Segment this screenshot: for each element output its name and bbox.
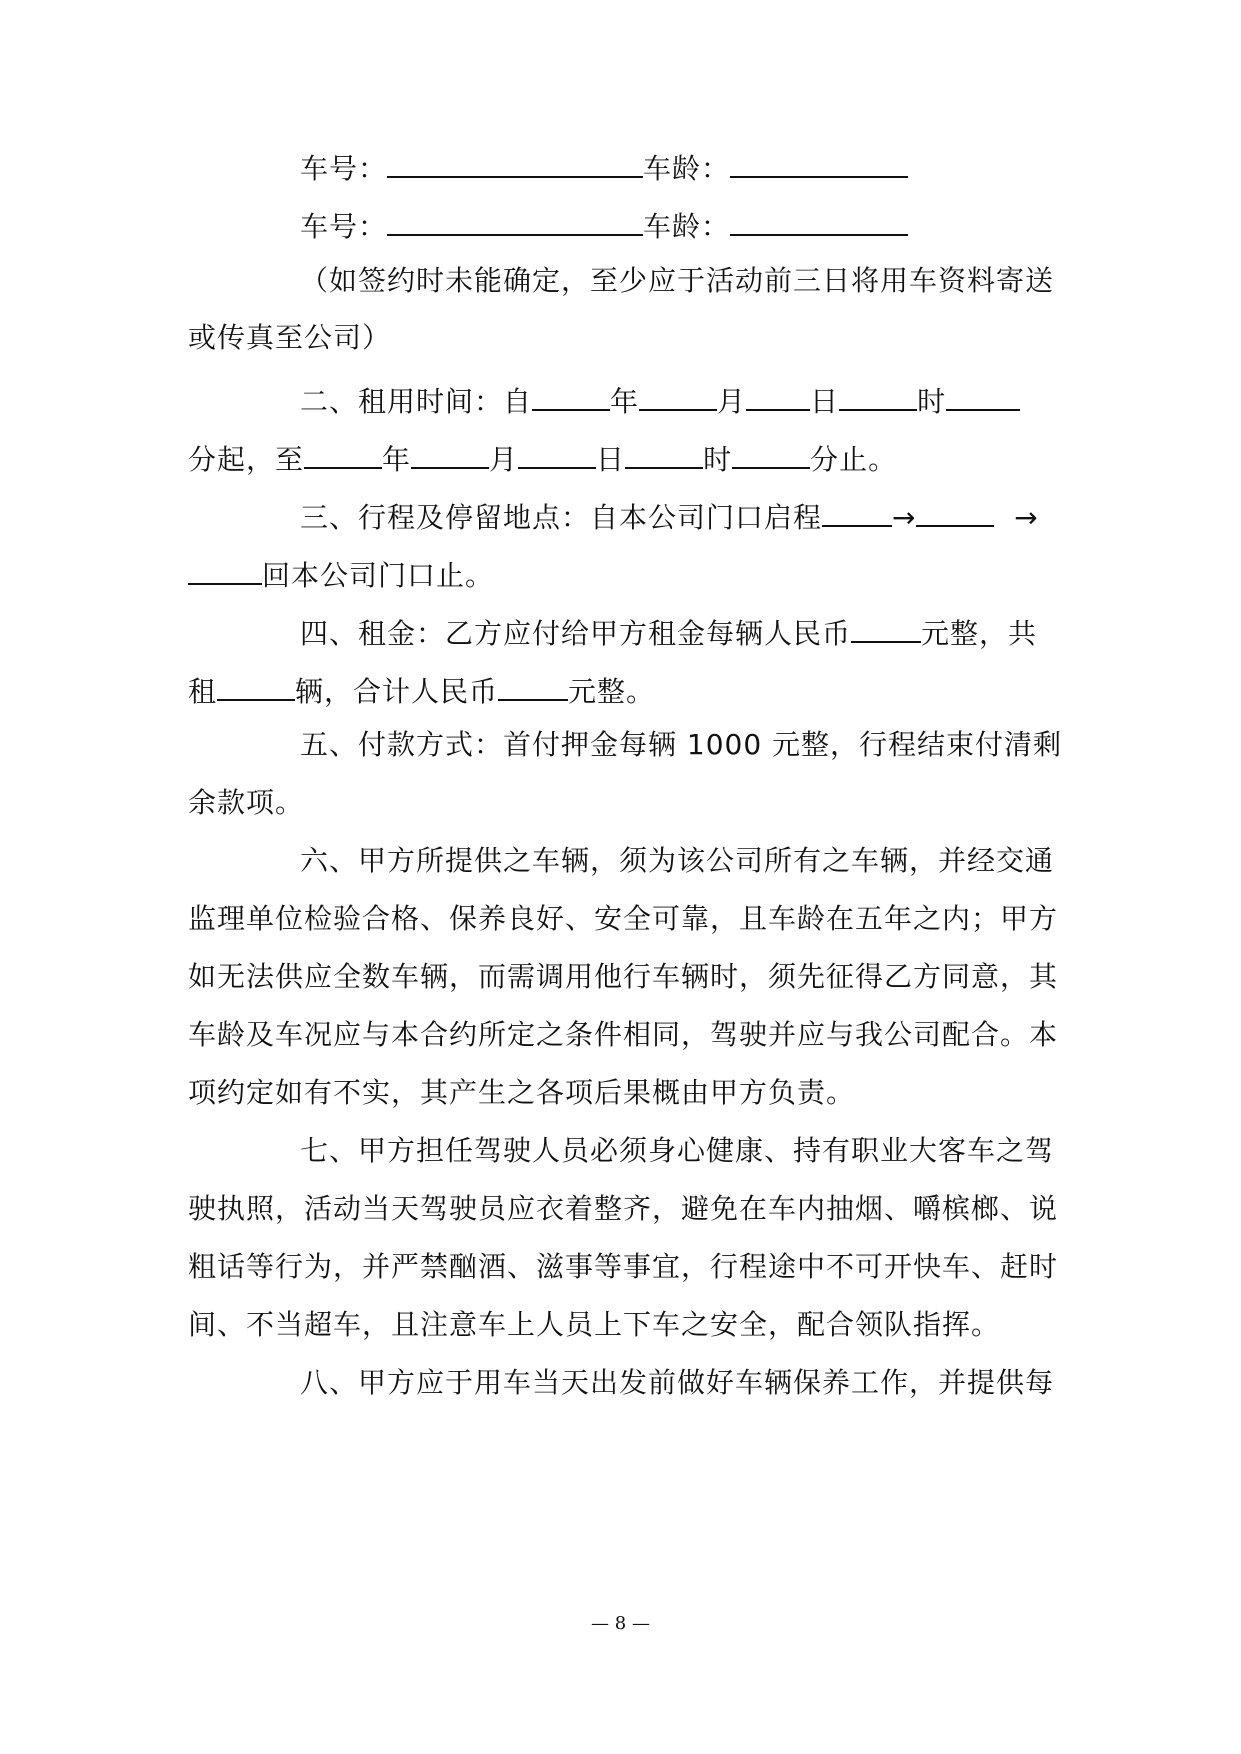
- clause7-line: 驶执照，活动当天驾驶员应衣着整齐，避免在车内抽烟、嚼槟榔、说: [188, 1192, 1059, 1225]
- month-blank: [639, 373, 717, 411]
- rent-line-2: [188, 663, 1068, 711]
- age-label: 车龄：: [643, 152, 731, 185]
- year-blank: [304, 431, 382, 469]
- note-line-1: （如签约时未能确定，至少应于活动前三日将用车资料寄送: [300, 264, 1055, 297]
- route-suffix: 回本公司门口止。: [262, 559, 495, 592]
- route-prefix: 三、行程及停留地点：自本公司门口启程: [300, 501, 823, 534]
- plate-blank: [387, 140, 643, 178]
- year-blank: [532, 373, 610, 411]
- plate-blank: [387, 198, 643, 236]
- rent-per-car-blank: [851, 605, 921, 643]
- clause6-line: 项约定如有不实，其产生之各项后果概由甲方负责。: [188, 1076, 856, 1109]
- month-label: 月: [717, 385, 747, 418]
- hour-label: 时: [917, 385, 947, 418]
- plate-label: 车号：: [300, 152, 388, 185]
- time-line-2: [188, 431, 1068, 479]
- age-label: 车龄：: [643, 210, 731, 243]
- month-blank: [411, 431, 489, 469]
- rent-suffix: 元整，共: [921, 617, 1038, 650]
- year-label: 年: [610, 385, 640, 418]
- note-line-2: 或传真至公司）: [188, 321, 392, 354]
- arrow-icon: →: [892, 501, 917, 534]
- route-line-1: [300, 489, 1180, 537]
- car-row-2: [300, 198, 1180, 246]
- hour-blank: [839, 373, 917, 411]
- time-line-1: [300, 373, 1180, 421]
- rent-l2-mid: 辆，合计人民币: [295, 675, 499, 708]
- stop-blank-1: [822, 489, 892, 527]
- day-label: 日: [596, 443, 626, 476]
- clause7-line: 粗话等行为，并严禁酗酒、滋事等事宜，行程途中不可开快车、赶时: [188, 1250, 1059, 1283]
- rent-l2-prefix: 租: [188, 675, 218, 708]
- car-count-blank: [217, 663, 295, 701]
- page-number: — 8 —: [591, 1613, 650, 1634]
- total-blank: [498, 663, 568, 701]
- minute-blank: [732, 431, 810, 469]
- clause6-line: 六、甲方所提供之车辆，须为该公司所有之车辆，并经交通: [300, 844, 1055, 877]
- clause7-line: 七、甲方担任驾驶人员必须身心健康、持有职业大客车之驾: [300, 1134, 1055, 1167]
- clause8-line: 八、甲方应于用车当天出发前做好车辆保养工作，并提供每: [300, 1366, 1055, 1399]
- day-label: 日: [810, 385, 840, 418]
- payment-line-2: 余款项。: [188, 786, 305, 819]
- minute-blank: [946, 373, 1020, 411]
- hour-blank: [625, 431, 703, 469]
- arrow-icon: →: [1014, 501, 1039, 534]
- car-row-1: [300, 140, 1180, 188]
- stop-blank-2: [916, 489, 994, 527]
- hour-label: 时: [703, 443, 733, 476]
- rent-line-1: [300, 605, 1180, 653]
- clause6-line: 监理单位检验合格、保养良好、安全可靠，且车龄在五年之内；甲方: [188, 902, 1059, 935]
- year-label: 年: [382, 443, 412, 476]
- rent-prefix: 四、租金：乙方应付给甲方租金每辆人民币: [300, 617, 852, 650]
- clause6-line: 如无法供应全数车辆，而需调用他行车辆时，须先征得乙方同意，其: [188, 960, 1059, 993]
- time-prefix: 二、租用时间：自: [300, 385, 533, 418]
- month-label: 月: [489, 443, 519, 476]
- payment-line-1: 五、付款方式：首付押金每辆 1000 元整，行程结束付清剩: [300, 728, 1063, 761]
- age-blank: [730, 198, 908, 236]
- clause6-line: 车龄及车况应与本合约所定之条件相同，驾驶并应与我公司配合。本: [188, 1018, 1059, 1051]
- plate-label: 车号：: [300, 210, 388, 243]
- day-blank: [746, 373, 810, 411]
- age-blank: [730, 140, 908, 178]
- time-l2-prefix: 分起，至: [188, 443, 305, 476]
- stop-blank-3: [188, 547, 262, 585]
- rent-l2-suffix: 元整。: [568, 675, 656, 708]
- day-blank: [518, 431, 596, 469]
- time-l2-suffix: 分止。: [810, 443, 898, 476]
- route-line-2: [188, 547, 1068, 595]
- clause7-line: 间、不当超车，且注意车上人员上下车之安全，配合领队指挥。: [188, 1308, 1001, 1341]
